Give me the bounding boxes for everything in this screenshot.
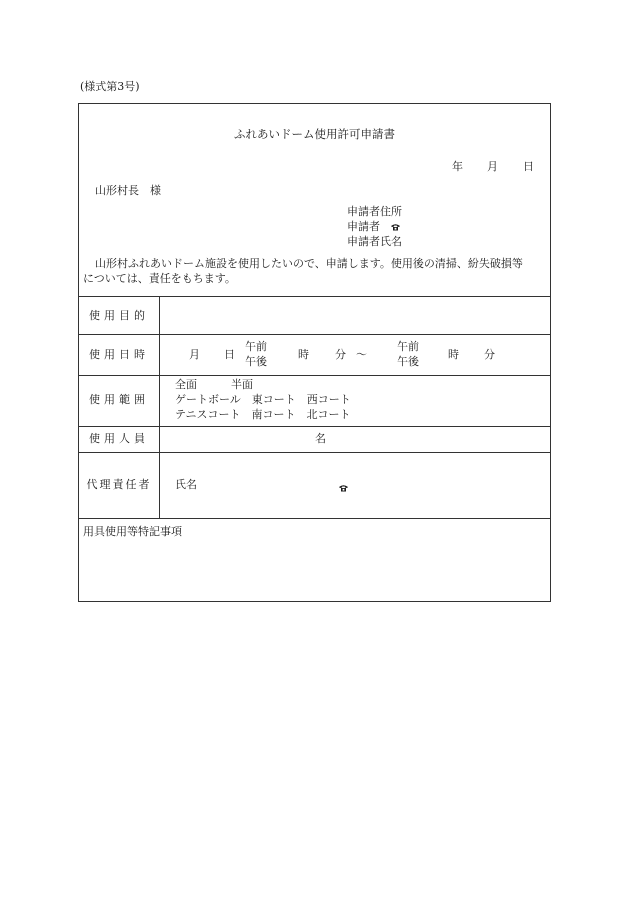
addressee: 山形村長 様	[95, 184, 161, 197]
divider	[79, 296, 550, 297]
divider	[79, 518, 550, 519]
end-minute: 分	[484, 348, 495, 361]
start-hour: 時	[298, 348, 309, 361]
form-number: (様式第3号)	[80, 80, 140, 93]
application-form	[78, 103, 551, 602]
notes-label: 用具使用等特記事項	[83, 525, 182, 538]
column-divider	[159, 296, 160, 518]
start-am: 午前	[245, 340, 267, 353]
range-full: 全面	[175, 378, 197, 391]
datetime-label: 使用日時	[89, 348, 149, 361]
range-tennis: テニスコート 南コート 北コート	[175, 408, 351, 421]
phone-icon	[390, 223, 401, 231]
agent-label: 代理責任者	[86, 478, 152, 491]
end-pm: 午後	[397, 355, 419, 368]
range-gateball: ゲートボール 東コート 西コート	[175, 393, 351, 406]
datetime-day: 日	[224, 348, 235, 361]
statement-line-1: 山形村ふれあいドーム施設を使用したいので、申請します。使用後の清掃、紛失破損等	[95, 257, 523, 270]
start-pm: 午後	[245, 355, 267, 368]
divider	[79, 375, 550, 376]
agent-name-label: 氏名	[175, 478, 197, 491]
end-am: 午前	[397, 340, 419, 353]
date-year-label: 年	[452, 160, 463, 173]
divider	[79, 426, 550, 427]
form-title: ふれあいドーム使用許可申請書	[234, 127, 395, 141]
applicant-label: 申請者	[347, 220, 380, 233]
applicant-full-name-label: 申請者氏名	[347, 235, 402, 248]
datetime-month: 月	[189, 348, 200, 361]
statement-line-2: については、責任をもちます。	[83, 272, 236, 285]
members-unit: 名	[315, 432, 326, 445]
divider	[79, 452, 550, 453]
end-hour: 時	[448, 348, 459, 361]
divider	[79, 334, 550, 335]
members-label: 使用人員	[89, 432, 149, 445]
range-half: 半面	[231, 378, 253, 391]
date-day-label: 日	[523, 160, 534, 173]
range-label: 使用範囲	[89, 393, 149, 406]
applicant-name-row	[347, 220, 401, 234]
date-month-label: 月	[487, 160, 498, 173]
phone-icon	[338, 484, 349, 492]
applicant-address-label: 申請者住所	[347, 205, 402, 218]
time-range-separator: ～	[356, 348, 367, 361]
purpose-label: 使用目的	[89, 309, 149, 322]
start-minute: 分	[335, 348, 346, 361]
